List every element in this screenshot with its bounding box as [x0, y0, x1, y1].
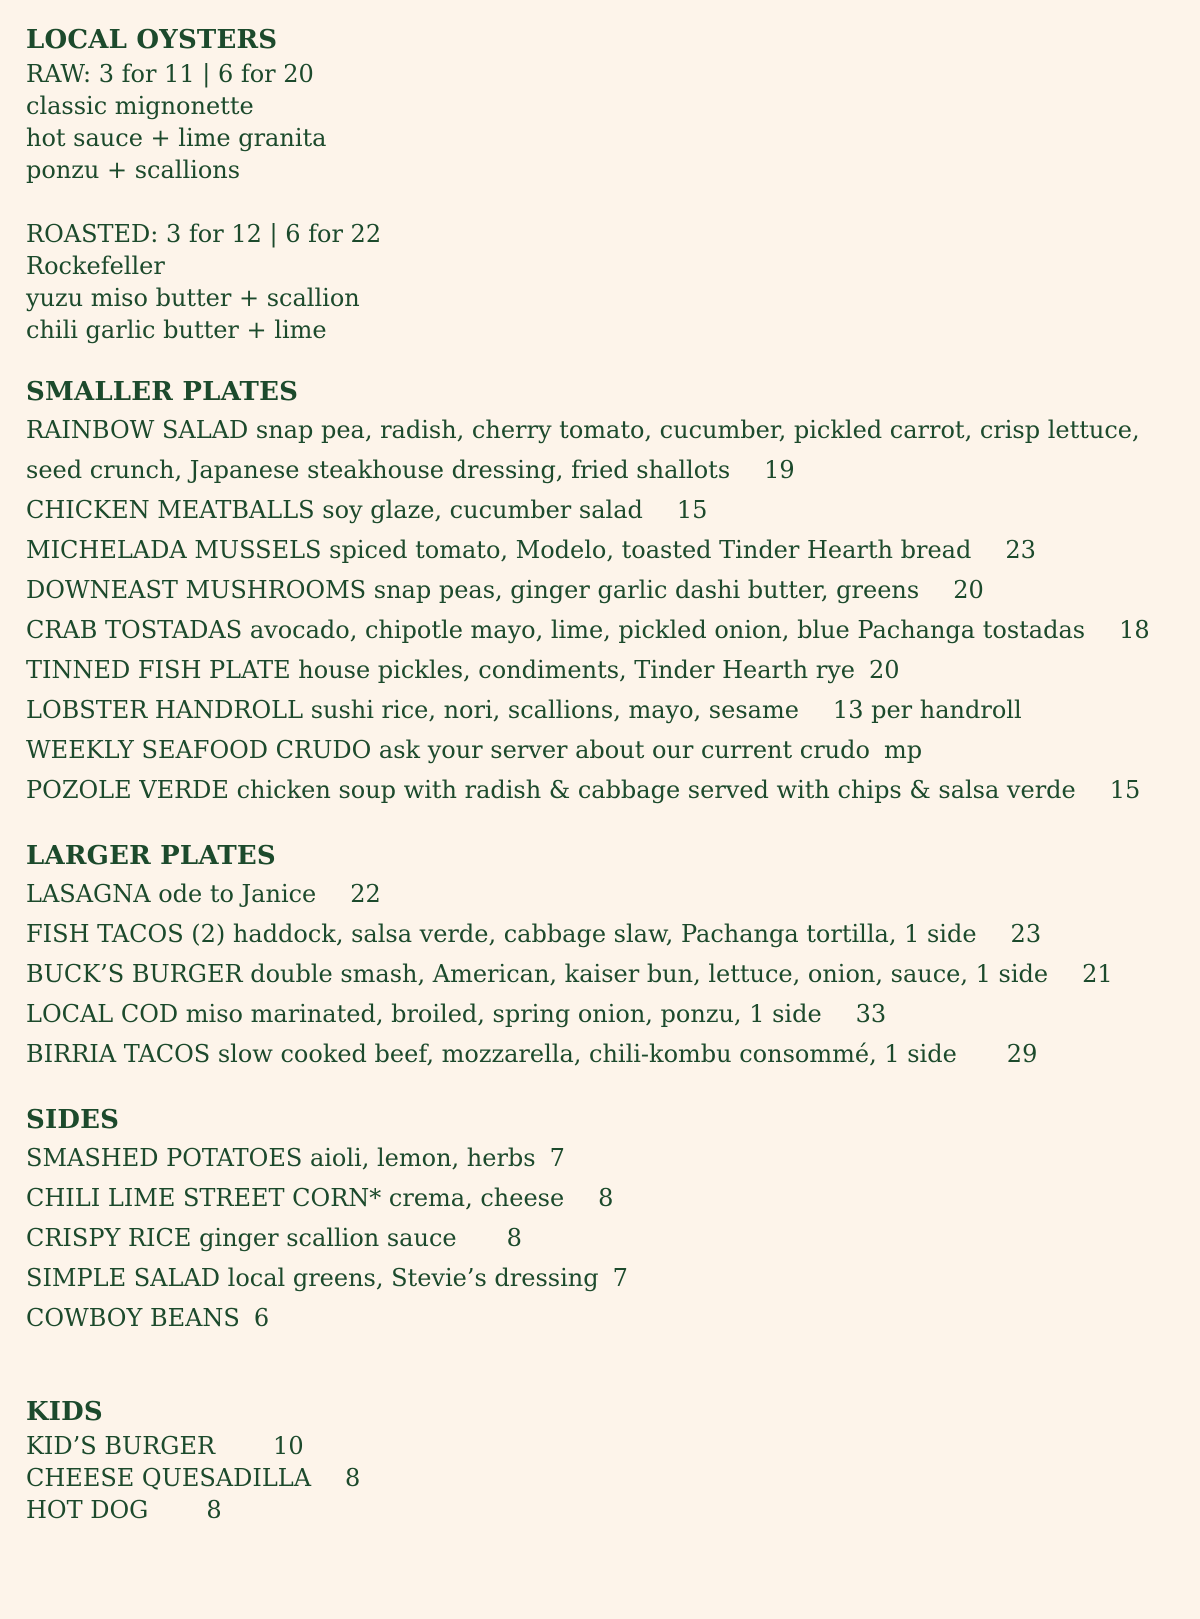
item-description: snap peas, ginger garlic dashi butter, greens [373, 576, 920, 604]
menu-item [26, 1430, 1186, 1462]
item-description: spiced tomato, Modelo, toasted Tinder Hearth bread [329, 536, 972, 564]
item-price: 8 [345, 1464, 361, 1492]
menu-item [26, 1462, 1186, 1494]
menu-item [26, 914, 1186, 954]
item-price: 8 [206, 1496, 222, 1524]
menu-item [26, 1218, 1186, 1258]
item-price: 18 [1119, 616, 1150, 644]
item-price: 8 [598, 1184, 614, 1212]
menu-item [26, 1258, 1186, 1298]
menu-item [26, 490, 1186, 530]
item-price: 29 [1006, 1040, 1038, 1068]
item-description: ode to Janice [158, 880, 317, 908]
menu-item [26, 994, 1186, 1034]
item-name: CRAB TOSTADAS [26, 616, 243, 644]
menu-item [26, 530, 1186, 570]
menu-item [26, 874, 1186, 914]
item-price: 19 [764, 456, 795, 484]
item-name: SIMPLE SALAD [26, 1264, 221, 1292]
oysters-title: LOCAL OYSTERS [26, 25, 278, 55]
item-name: DOWNEAST MUSHROOMS [26, 576, 367, 604]
item-name: HOT DOG [26, 1496, 149, 1524]
sides-section [26, 1102, 1186, 1338]
smaller-plates-section [26, 374, 1186, 810]
item-name: CRISPY RICE [26, 1224, 192, 1252]
item-description: house pickles, condiments, Tinder Hearth rye [298, 656, 855, 684]
raw-option: hot sauce + lime granita [26, 124, 327, 152]
item-price: 8 [506, 1224, 522, 1252]
item-name: RAINBOW SALAD [26, 416, 249, 444]
item-description: snap pea, radish, cherry tomato, cucumber, pickled carrot, crisp lettuce, seed crunch, Japanese steakhouse dressing, fried shallots [26, 416, 1140, 484]
item-name: BIRRIA TACOS [26, 1040, 211, 1068]
roasted-option: yuzu miso butter + scallion [26, 284, 360, 312]
menu-item [26, 1298, 1186, 1338]
menu-item [26, 410, 1186, 490]
item-description: ask your server about our current crudo [378, 736, 870, 764]
item-name: BUCK’S BURGER [26, 960, 243, 988]
item-name: CHICKEN MEATBALLS [26, 496, 315, 524]
menu-item [26, 690, 1186, 730]
item-price: 7 [612, 1264, 628, 1292]
menu-item [26, 610, 1186, 650]
menu-item [26, 1178, 1186, 1218]
item-price: 20 [953, 576, 984, 604]
item-price: 7 [549, 1144, 565, 1172]
item-name: LASAGNA [26, 880, 151, 908]
oysters-section [26, 22, 1186, 346]
item-name: MICHELADA MUSSELS [26, 536, 322, 564]
item-price: 21 [1082, 960, 1113, 988]
menu-item [26, 1034, 1186, 1074]
item-name: KID’S BURGER [26, 1432, 216, 1460]
menu-item [26, 570, 1186, 610]
item-description: sushi rice, nori, scallions, mayo, sesame [310, 696, 799, 724]
item-description: crema, cheese [388, 1184, 565, 1212]
item-description: miso marinated, broiled, spring onion, ponzu, 1 side [185, 1000, 822, 1028]
item-price: 22 [350, 880, 381, 908]
item-name: SMASHED POTATOES [26, 1144, 303, 1172]
spacer [26, 186, 1186, 218]
item-name: COWBOY BEANS [26, 1304, 240, 1332]
item-price: 33 [855, 1000, 887, 1028]
item-description: chicken soup with radish & cabbage served with chips & salsa verde [236, 776, 1076, 804]
raw-option: classic mignonette [26, 92, 254, 120]
item-price: 23 [1010, 920, 1042, 948]
raw-option: ponzu + scallions [26, 156, 241, 184]
menu-item [26, 1138, 1186, 1178]
item-price: mp [883, 736, 923, 764]
sides-title: SIDES [26, 1105, 120, 1135]
item-name: TINNED FISH PLATE [26, 656, 291, 684]
menu-item [26, 954, 1186, 994]
roasted-option: chili garlic butter + lime [26, 316, 327, 344]
larger-plates-section [26, 838, 1186, 1074]
item-name: LOBSTER HANDROLL [26, 696, 304, 724]
item-description: slow cooked beef, mozzarella, chili-kombu consommé, 1 side [217, 1040, 957, 1068]
item-price: 15 [1109, 776, 1141, 804]
item-description: aioli, lemon, herbs [309, 1144, 536, 1172]
item-price: 23 [1005, 536, 1036, 564]
item-description: ginger scallion sauce [199, 1224, 457, 1252]
item-price: 20 [869, 656, 900, 684]
item-name: WEEKLY SEAFOOD CRUDO [26, 736, 372, 764]
kids-title: KIDS [26, 1397, 103, 1427]
item-description: double smash, American, kaiser bun, lettuce, onion, sauce, 1 side [250, 960, 1049, 988]
item-name: LOCAL COD [26, 1000, 179, 1028]
menu [26, 22, 1186, 1526]
item-price: 10 [273, 1432, 304, 1460]
item-name: FISH TACOS (2) [26, 920, 226, 948]
roasted-option: Rockefeller [26, 252, 165, 280]
item-price: 6 [253, 1304, 270, 1332]
raw-oysters-header: RAW: 3 for 11 | 6 for 20 [26, 60, 314, 88]
kids-section [26, 1394, 1186, 1526]
item-description: soy glaze, cucumber salad [322, 496, 643, 524]
menu-item [26, 730, 1186, 770]
menu-item [26, 650, 1186, 690]
menu-item [26, 1494, 1186, 1526]
item-name: CHEESE QUESADILLA [26, 1464, 312, 1492]
item-description: haddock, salsa verde, cabbage slaw, Pachanga tortilla, 1 side [232, 920, 977, 948]
item-price: 13 per handroll [832, 696, 1022, 724]
menu-item [26, 770, 1186, 810]
larger-plates-title: LARGER PLATES [26, 841, 276, 871]
item-price: 15 [676, 496, 708, 524]
item-description: local greens, Stevie’s dressing [227, 1264, 599, 1292]
smaller-plates-title: SMALLER PLATES [26, 377, 299, 407]
item-name: POZOLE VERDE [26, 776, 229, 804]
item-name: CHILI LIME STREET CORN* [26, 1184, 382, 1212]
roasted-oysters-header: ROASTED: 3 for 12 | 6 for 22 [26, 220, 382, 248]
item-description: avocado, chipotle mayo, lime, pickled onion, blue Pachanga tostadas [249, 616, 1086, 644]
